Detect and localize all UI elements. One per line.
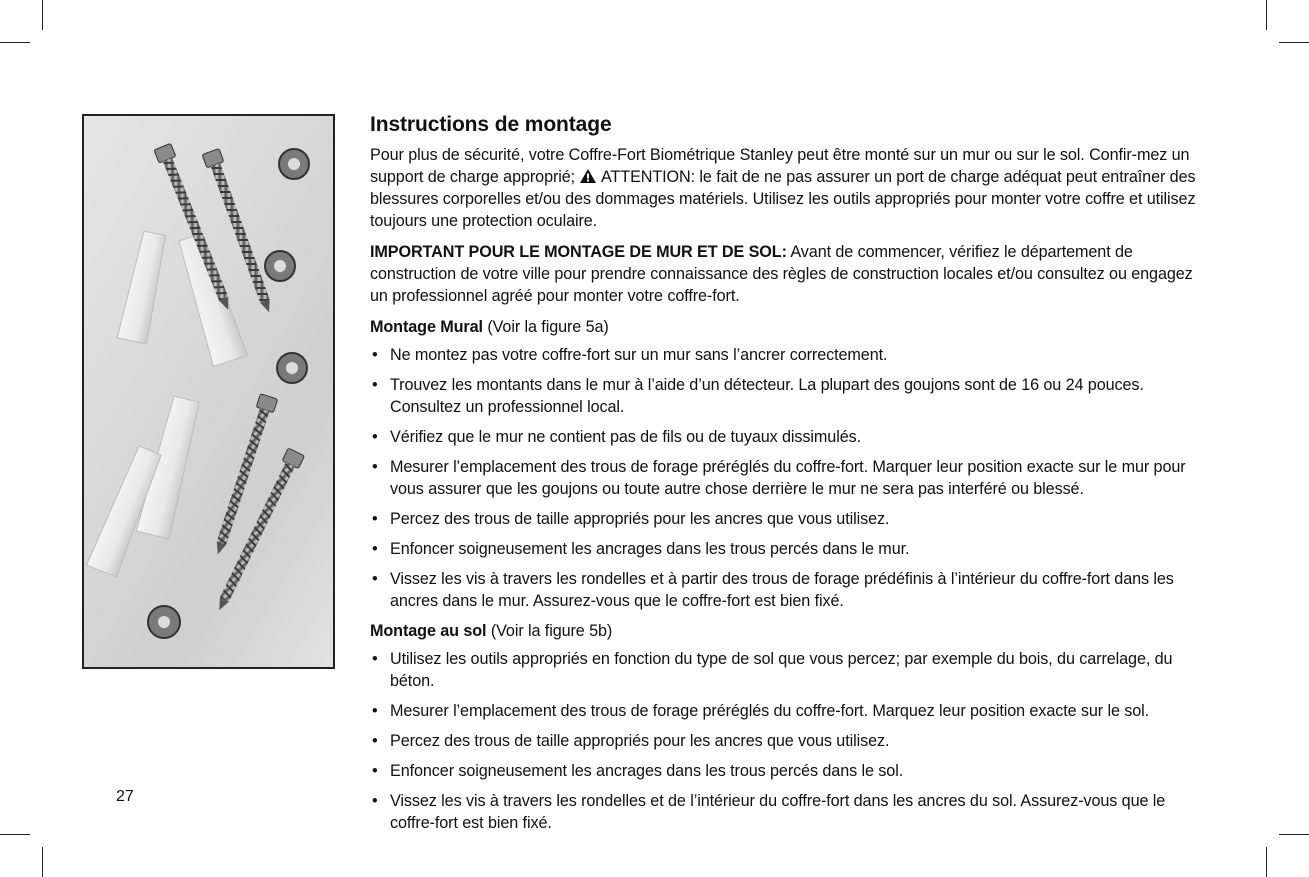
plastic-anchor [173, 232, 247, 367]
intro-text: Pour plus de sécurité, votre Coffre-Fort Biométrique Stanley peut être monté sur un mur ou sur le sol. Confir-mez un support de charge approprié; [370, 146, 1190, 186]
page-number: 27 [116, 788, 134, 805]
floor-mount-list [370, 648, 1210, 834]
plastic-anchor [117, 230, 169, 344]
floor-figure-ref: (Voir la figure 5b) [490, 622, 613, 640]
screw [209, 394, 277, 557]
list-item: • Ne montez pas votre coffre-fort sur un mur sans l’ancrer correctement. [372, 346, 888, 364]
warning-text: ATTENTION: le fait de ne pas assurer un port de charge adéquat peut entraîner des blessures corporelles et/ou des dommages matériels. Utilisez les outils appropriés pour monter votre coffre et utilisez toujours une protection oculaire. [370, 168, 1196, 230]
list-item: • Percez des trous de taille appropriés pour les ancres que vous utilisez. [372, 732, 890, 750]
crop-mark [0, 42, 30, 43]
instructions-content [370, 112, 1210, 842]
washer [265, 251, 295, 281]
intro-paragraph [370, 144, 1210, 232]
wall-mount-heading [370, 316, 1210, 338]
list-item: • Vissez les vis à travers les rondelles et de l’intérieur du coffre-fort dans les ancres du sol. Assurez-vous que le coffre-fort est bien fixé. [372, 792, 1166, 832]
list-item: • Mesurer l’emplacement des trous de forage préréglés du coffre-fort. Marquer leur position exacte sur le mur pour vous assurer que les goujons ou toute autre chose derrière le mur ne sera pas interféré ou blessé. [372, 458, 1186, 498]
floor-heading-label: Montage au sol [370, 622, 487, 640]
floor-mount-heading [370, 620, 1210, 642]
warning-triangle-icon [579, 168, 597, 184]
list-item: • Mesurer l’emplacement des trous de forage préréglés du coffre-fort. Marquez leur position exacte sur le sol. [372, 702, 1150, 720]
list-item: • Vérifiez que le mur ne contient pas de fils ou de tuyaux dissimulés. [372, 428, 861, 446]
page-title: Instructions de montage [370, 113, 612, 136]
important-lead: IMPORTANT POUR LE MONTAGE DE MUR ET DE SOL: [370, 243, 787, 261]
crop-mark [42, 0, 43, 30]
wall-heading-label: Montage Mural [370, 318, 483, 336]
important-paragraph [370, 241, 1210, 307]
crop-mark [42, 847, 43, 877]
washer [148, 606, 180, 638]
list-item: • Vissez les vis à travers les rondelles et à partir des trous de forage prédéfinis à l’intérieur du coffre-fort dans les ancres dans le mur. Assurez-vous que le coffre-fort est bien fixé. [372, 570, 1174, 610]
list-item: • Enfoncer soigneusement les ancrages dans les trous percés dans le sol. [372, 762, 904, 780]
list-item: • Trouvez les montants dans le mur à l’aide d’un détecteur. La plupart des goujons sont de 16 ou 24 pouces. Consultez un professionnel local. [372, 376, 1144, 416]
crop-mark [1279, 42, 1309, 43]
wall-mount-list [370, 344, 1210, 612]
important-text: Avant de commencer, vérifiez le département de construction de votre ville pour prendre connaissance des règles de construction locales et/ou consultez ou engagez un professionnel agréé pour monter votre coffre-fort. [370, 243, 1193, 305]
crop-mark [1266, 847, 1267, 877]
list-item: • Enfoncer soigneusement les ancrages dans les trous percés dans le mur. [372, 540, 910, 558]
washer [279, 149, 309, 179]
hardware-photo [82, 114, 335, 669]
list-item: • Percez des trous de taille appropriés pour les ancres que vous utilisez. [372, 510, 890, 528]
crop-mark [1266, 0, 1267, 30]
washer [277, 353, 307, 383]
crop-mark [0, 834, 30, 835]
list-item: • Utilisez les outils appropriés en fonction du type de sol que vous percez; par exemple du bois, du carrelage, du béton. [372, 650, 1173, 690]
wall-figure-ref: (Voir la figure 5a) [487, 318, 609, 336]
crop-mark [1279, 834, 1309, 835]
